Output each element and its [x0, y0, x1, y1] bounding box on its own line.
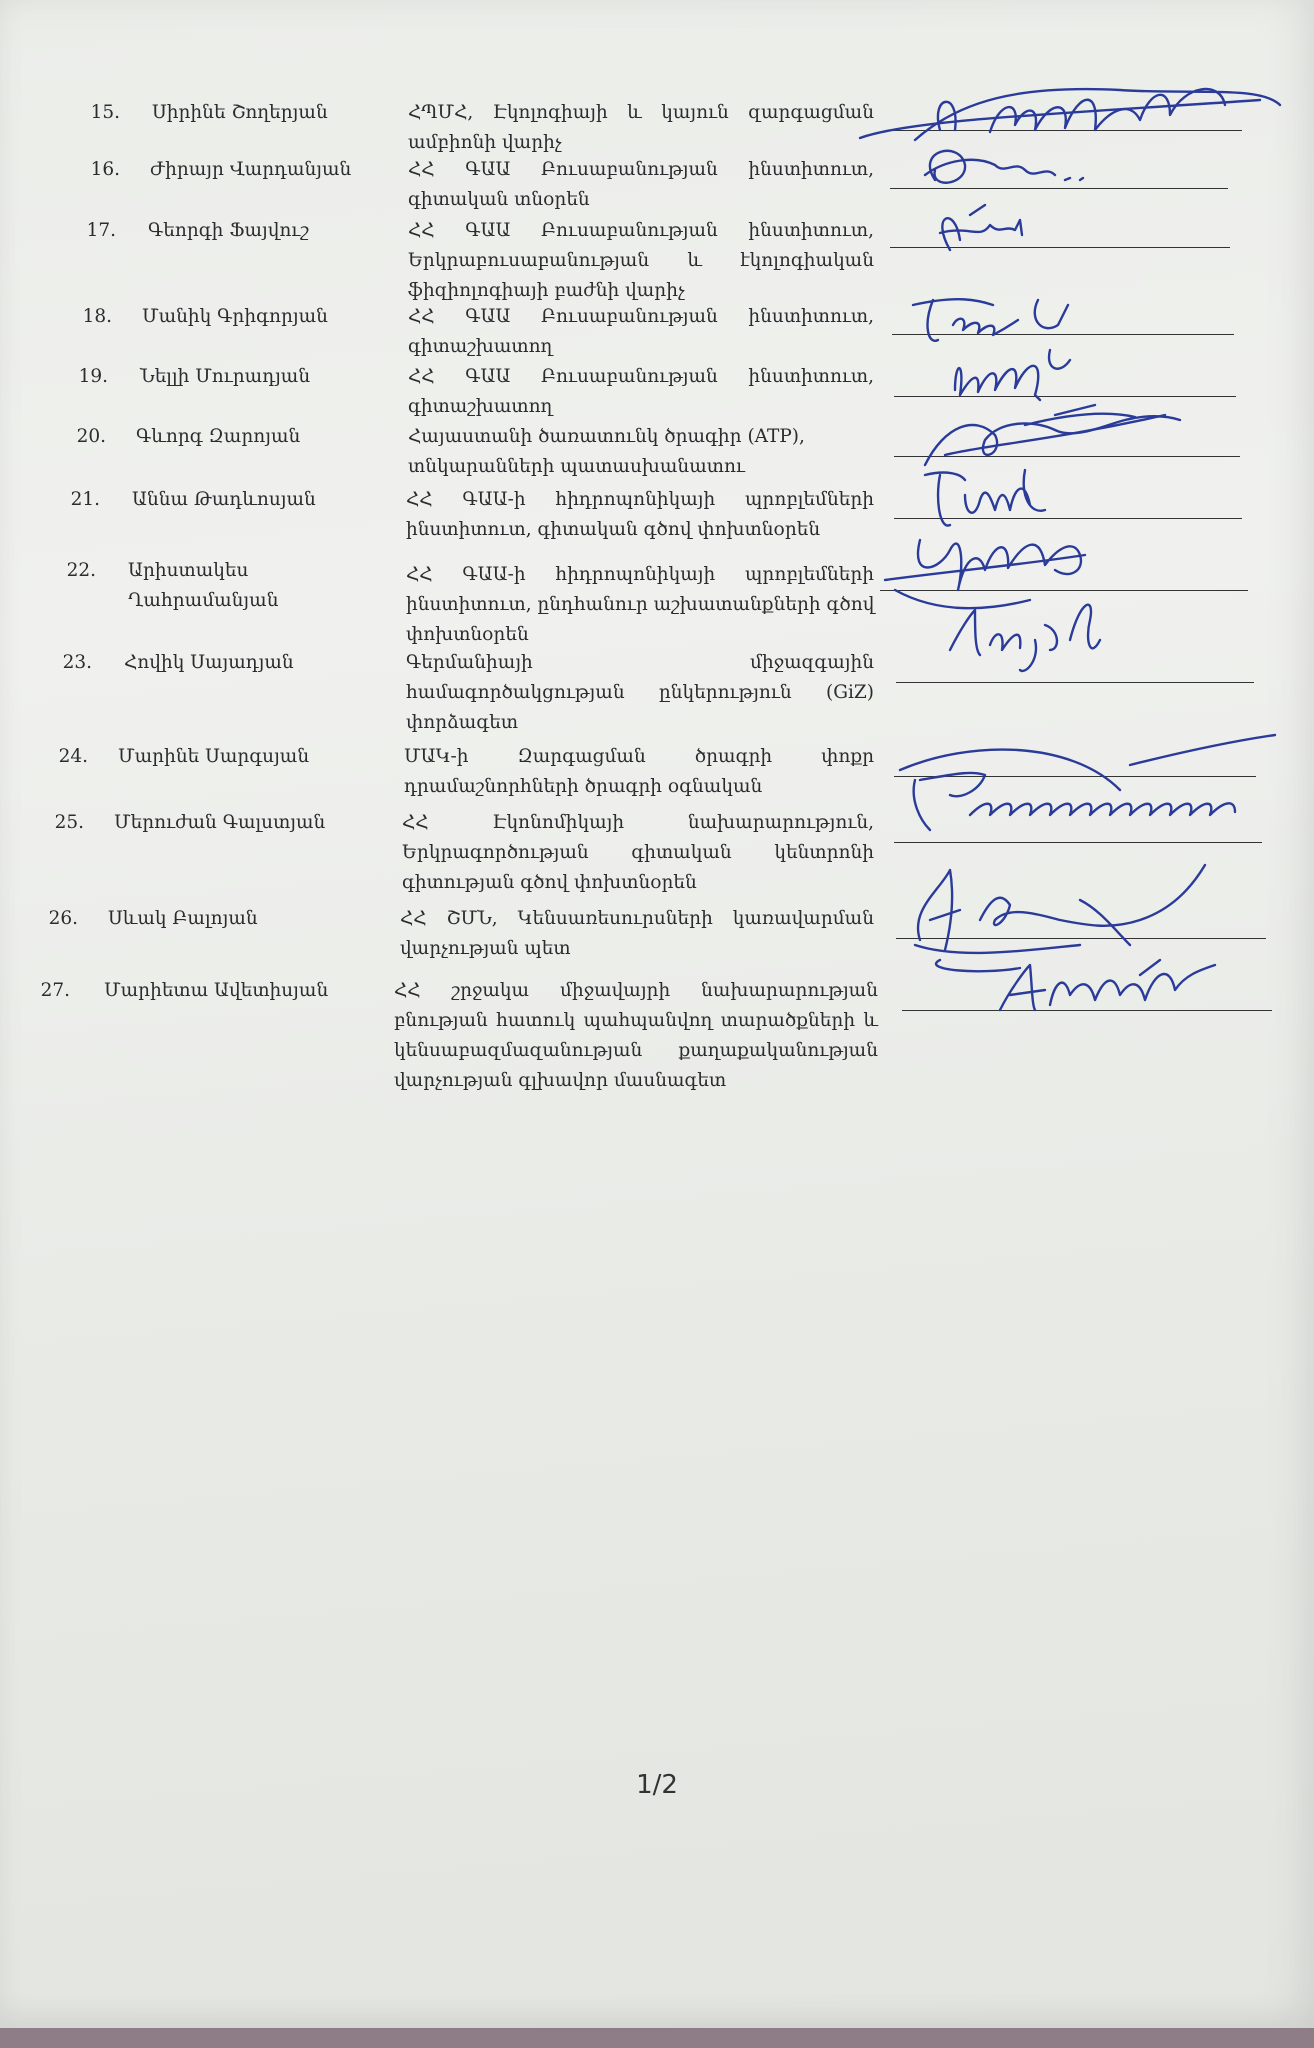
row-number: 18.: [82, 306, 112, 327]
participant-position: ՀՀ ԳԱԱ Բուսաբանության ինստիտուտ, գիտաշխատող: [408, 306, 874, 357]
participant-name: Արիստակես Ղահրամանյան: [128, 560, 279, 611]
row-number: 15.: [90, 102, 120, 123]
background-edge: [0, 2028, 1314, 2048]
participant-name: Ժիրայր Վարդանյան: [150, 159, 352, 180]
participant-position: Գերմանիայի միջազգային համագործակցության ընկերություն (GiZ) փորձագետ: [406, 652, 874, 733]
participant-name: Աննա Թադևոսյան: [132, 489, 316, 510]
signature-27: [990, 950, 1230, 1030]
signature-17: [910, 195, 1060, 265]
row-number: 24.: [58, 746, 88, 767]
row-number: 22.: [66, 560, 96, 581]
row-number: 23.: [62, 652, 92, 673]
participant-position: ՀՊՄՀ, Էկոլոգիայի և կայուն զարգացման ամբիոնի վարիչ: [408, 102, 874, 153]
participant-name: Սիրինե Շողերյան: [152, 102, 328, 123]
signature-line: [894, 842, 1262, 843]
signature-line: [896, 682, 1254, 683]
participant-position: ՀՀ ԳԱԱ-ի հիդրոպոնիկայի պրոբլեմների ինստիտուտ, ընդհանուր աշխատանքների գծով փոխտնօրեն: [406, 564, 875, 645]
row-number: 25.: [54, 812, 84, 833]
participant-name: Մարինե Սարգսյան: [118, 746, 310, 767]
participant-position: ՀՀ շրջակա միջավայրի նախարարության բնության հատուկ պահպանվող տարածքների և կենսաբազմազանության քաղաքականության վարչության գլխավոր մասնագետ: [394, 980, 878, 1091]
participant-name: Սևակ Բալոյան: [108, 908, 258, 929]
participant-name: Մերուժան Գալստյան: [114, 812, 326, 833]
participant-name: Նելլի Մուրադյան: [140, 366, 311, 387]
participant-position: Հայաստանի ծառատունկ ծրագիր (ATP), տնկարանների պատասխանատու: [408, 426, 805, 477]
participant-position: ՀՀ ՇՄՆ, Կենսառեսուրսների կառավարման վարչության պետ: [400, 908, 874, 959]
row-number: 26.: [48, 908, 78, 929]
participant-position: ՄԱԿ-ի Զարգացման ծրագրի փոքր դրամաշնորհների ծրագրի օգնական: [404, 746, 874, 797]
participant-position: ՀՀ ԳԱԱ Բուսաբանության ինստիտուտ, գիտաշխատող: [408, 366, 874, 417]
participant-name: Մարիետա Ավետիսյան: [104, 980, 329, 1001]
row-number: 20.: [76, 426, 106, 447]
participant-name: Գեորգի Ֆայվուշ: [148, 220, 309, 241]
row-number: 27.: [40, 980, 70, 1001]
participant-position: ՀՀ ԳԱԱ-ի հիդրոպոնիկայի պրոբլեմների ինստիտուտ, գիտական գծով փոխտնօրեն: [406, 489, 874, 540]
signature-24: [890, 730, 1290, 840]
row-number: 16.: [90, 159, 120, 180]
page-number: 1/2: [636, 1770, 678, 1800]
participant-position: ՀՀ Էկոնոմիկայի նախարարություն, Երկրագործության գիտական կենտրոնի գիտության գծով փոխտնօրեն: [402, 812, 874, 893]
row-number: 21.: [70, 489, 100, 510]
signature-23: [930, 590, 1130, 680]
row-number: 19.: [78, 366, 108, 387]
participant-position: ՀՀ ԳԱԱ Բուսաբանության ինստիտուտ, Երկրաբուսաբանության և էկոլոգիական ֆիզիոլոգիայի բաժնի վարիչ: [408, 220, 874, 301]
participant-name: Մանիկ Գրիգորյան: [142, 306, 328, 327]
participant-name: Հովիկ Սայադյան: [124, 652, 294, 673]
row-number: 17.: [86, 220, 116, 241]
participant-position: ՀՀ ԳԱԱ Բուսաբանության ինստիտուտ, գիտական տնօրեն: [408, 159, 874, 210]
participant-name: Գևորգ Զարոյան: [136, 426, 301, 447]
